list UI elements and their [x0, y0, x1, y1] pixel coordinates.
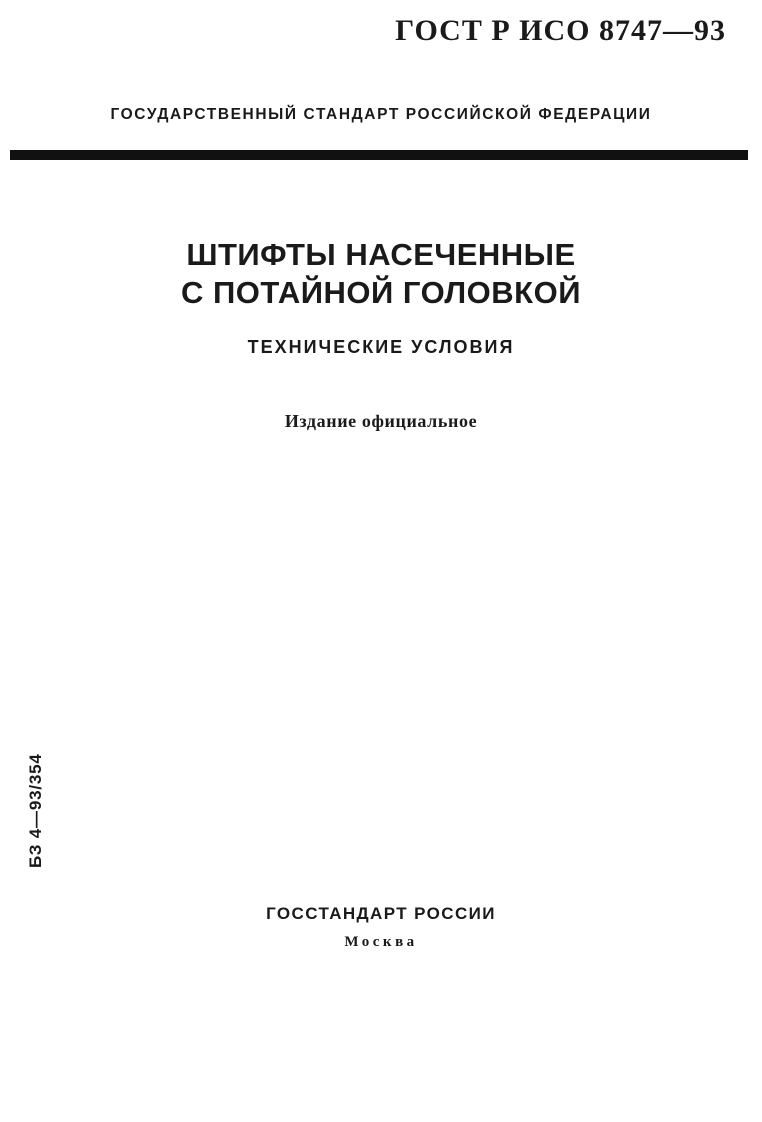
document-subtitle: ТЕХНИЧЕСКИЕ УСЛОВИЯ [247, 337, 515, 357]
document-number: ГОСТ Р ИСО 8747—93 [395, 14, 726, 47]
title-line-2: С ПОТАЙНОЙ ГОЛОВКОЙ [180, 275, 581, 310]
horizontal-rule [10, 150, 748, 160]
publisher-name: ГОССТАНДАРТ РОССИИ [266, 904, 496, 923]
publisher-city: Москва [344, 934, 418, 950]
title-line-1: ШТИФТЫ НАСЕЧЕННЫЕ [186, 237, 576, 272]
standard-designation: ГОСУДАРСТВЕННЫЙ СТАНДАРТ РОССИЙСКОЙ ФЕДЕРАЦИИ [110, 106, 652, 123]
side-catalog-code: БЗ 4—93/354 [26, 753, 45, 868]
document-title [0, 236, 762, 312]
edition-note: Издание официальное [284, 411, 478, 431]
